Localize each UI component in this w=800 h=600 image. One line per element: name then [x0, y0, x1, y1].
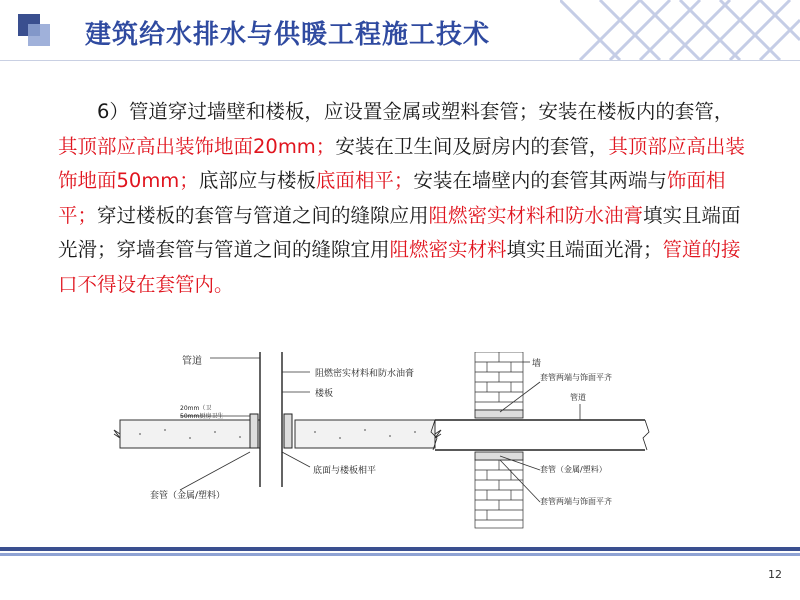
label-seal: 阻燃密实材料和防水油膏 — [315, 369, 415, 379]
floor-sleeve-diagram — [110, 352, 450, 502]
label-sleeve: 套管（金属/塑料） — [150, 491, 226, 501]
horizontal-pipe — [431, 420, 649, 450]
decorative-lines-icon — [560, 0, 800, 60]
brick-wall — [475, 352, 523, 528]
text-seg: 填实且端面光滑； — [506, 238, 663, 262]
label-pipe: 管道 — [570, 393, 586, 402]
label-slab: 楼板 — [315, 389, 334, 399]
body-paragraph — [58, 95, 748, 303]
text-seg: 填实且端面光滑；穿墙套管与管道之间的缝隙宜用 — [58, 203, 741, 262]
label-sleeve: 套管（金属/塑料） — [540, 465, 607, 474]
highlight-seg: 阻燃密实材料 — [389, 238, 507, 262]
highlight-seg: 底面相平； — [315, 169, 414, 193]
footer-bar-accent — [0, 553, 800, 556]
wall-sleeve-diagram — [430, 352, 660, 537]
text-seg: 6）管道穿过墙壁和楼板，应设置金属或塑料套管；安装在楼板内的套管， — [97, 100, 734, 123]
footer-bar — [0, 547, 800, 551]
vertical-pipe — [260, 352, 282, 487]
label-pipe: 管道 — [182, 356, 202, 367]
title-divider — [0, 60, 800, 61]
highlight-seg: 其顶部应高出装饰地面50mm； — [58, 134, 745, 193]
slide-title: 建筑给水排水与供暖工程施工技术 — [85, 20, 491, 50]
label-ends-flush-bottom: 套管两端与饰面平齐 — [540, 497, 612, 506]
label-height-1: 20mm（卫 — [180, 405, 212, 412]
highlight-seg: 阻燃密实材料和防水油膏 — [428, 203, 644, 227]
text-seg: 安装在卫生间及厨房内的套管， — [335, 134, 609, 158]
highlight-seg: 饰面相平； — [58, 169, 726, 227]
text-seg: 底部应与楼板 — [198, 169, 316, 193]
logo-square-icon — [18, 14, 48, 44]
label-wall: 墙 — [532, 359, 542, 369]
label-height-2: 50mm厨房卫生 — [180, 413, 224, 420]
text-seg: 穿过楼板的套管与管道之间的缝隙应用 — [97, 203, 429, 227]
highlight-seg: 其顶部应高出装饰地面20mm； — [58, 134, 336, 158]
sleeve — [475, 410, 523, 460]
sleeve — [250, 414, 292, 448]
label-bottom-flush: 底面与楼板相平 — [313, 466, 377, 476]
floor-slab — [114, 420, 441, 448]
page-number: 12 — [768, 568, 782, 581]
text-seg: 安装在墙壁内的套管其两端与 — [413, 169, 667, 193]
label-ends-flush-top: 套管两端与饰面平齐 — [540, 373, 612, 382]
highlight-seg: 管道的接口不得设在套管内。 — [58, 238, 741, 296]
